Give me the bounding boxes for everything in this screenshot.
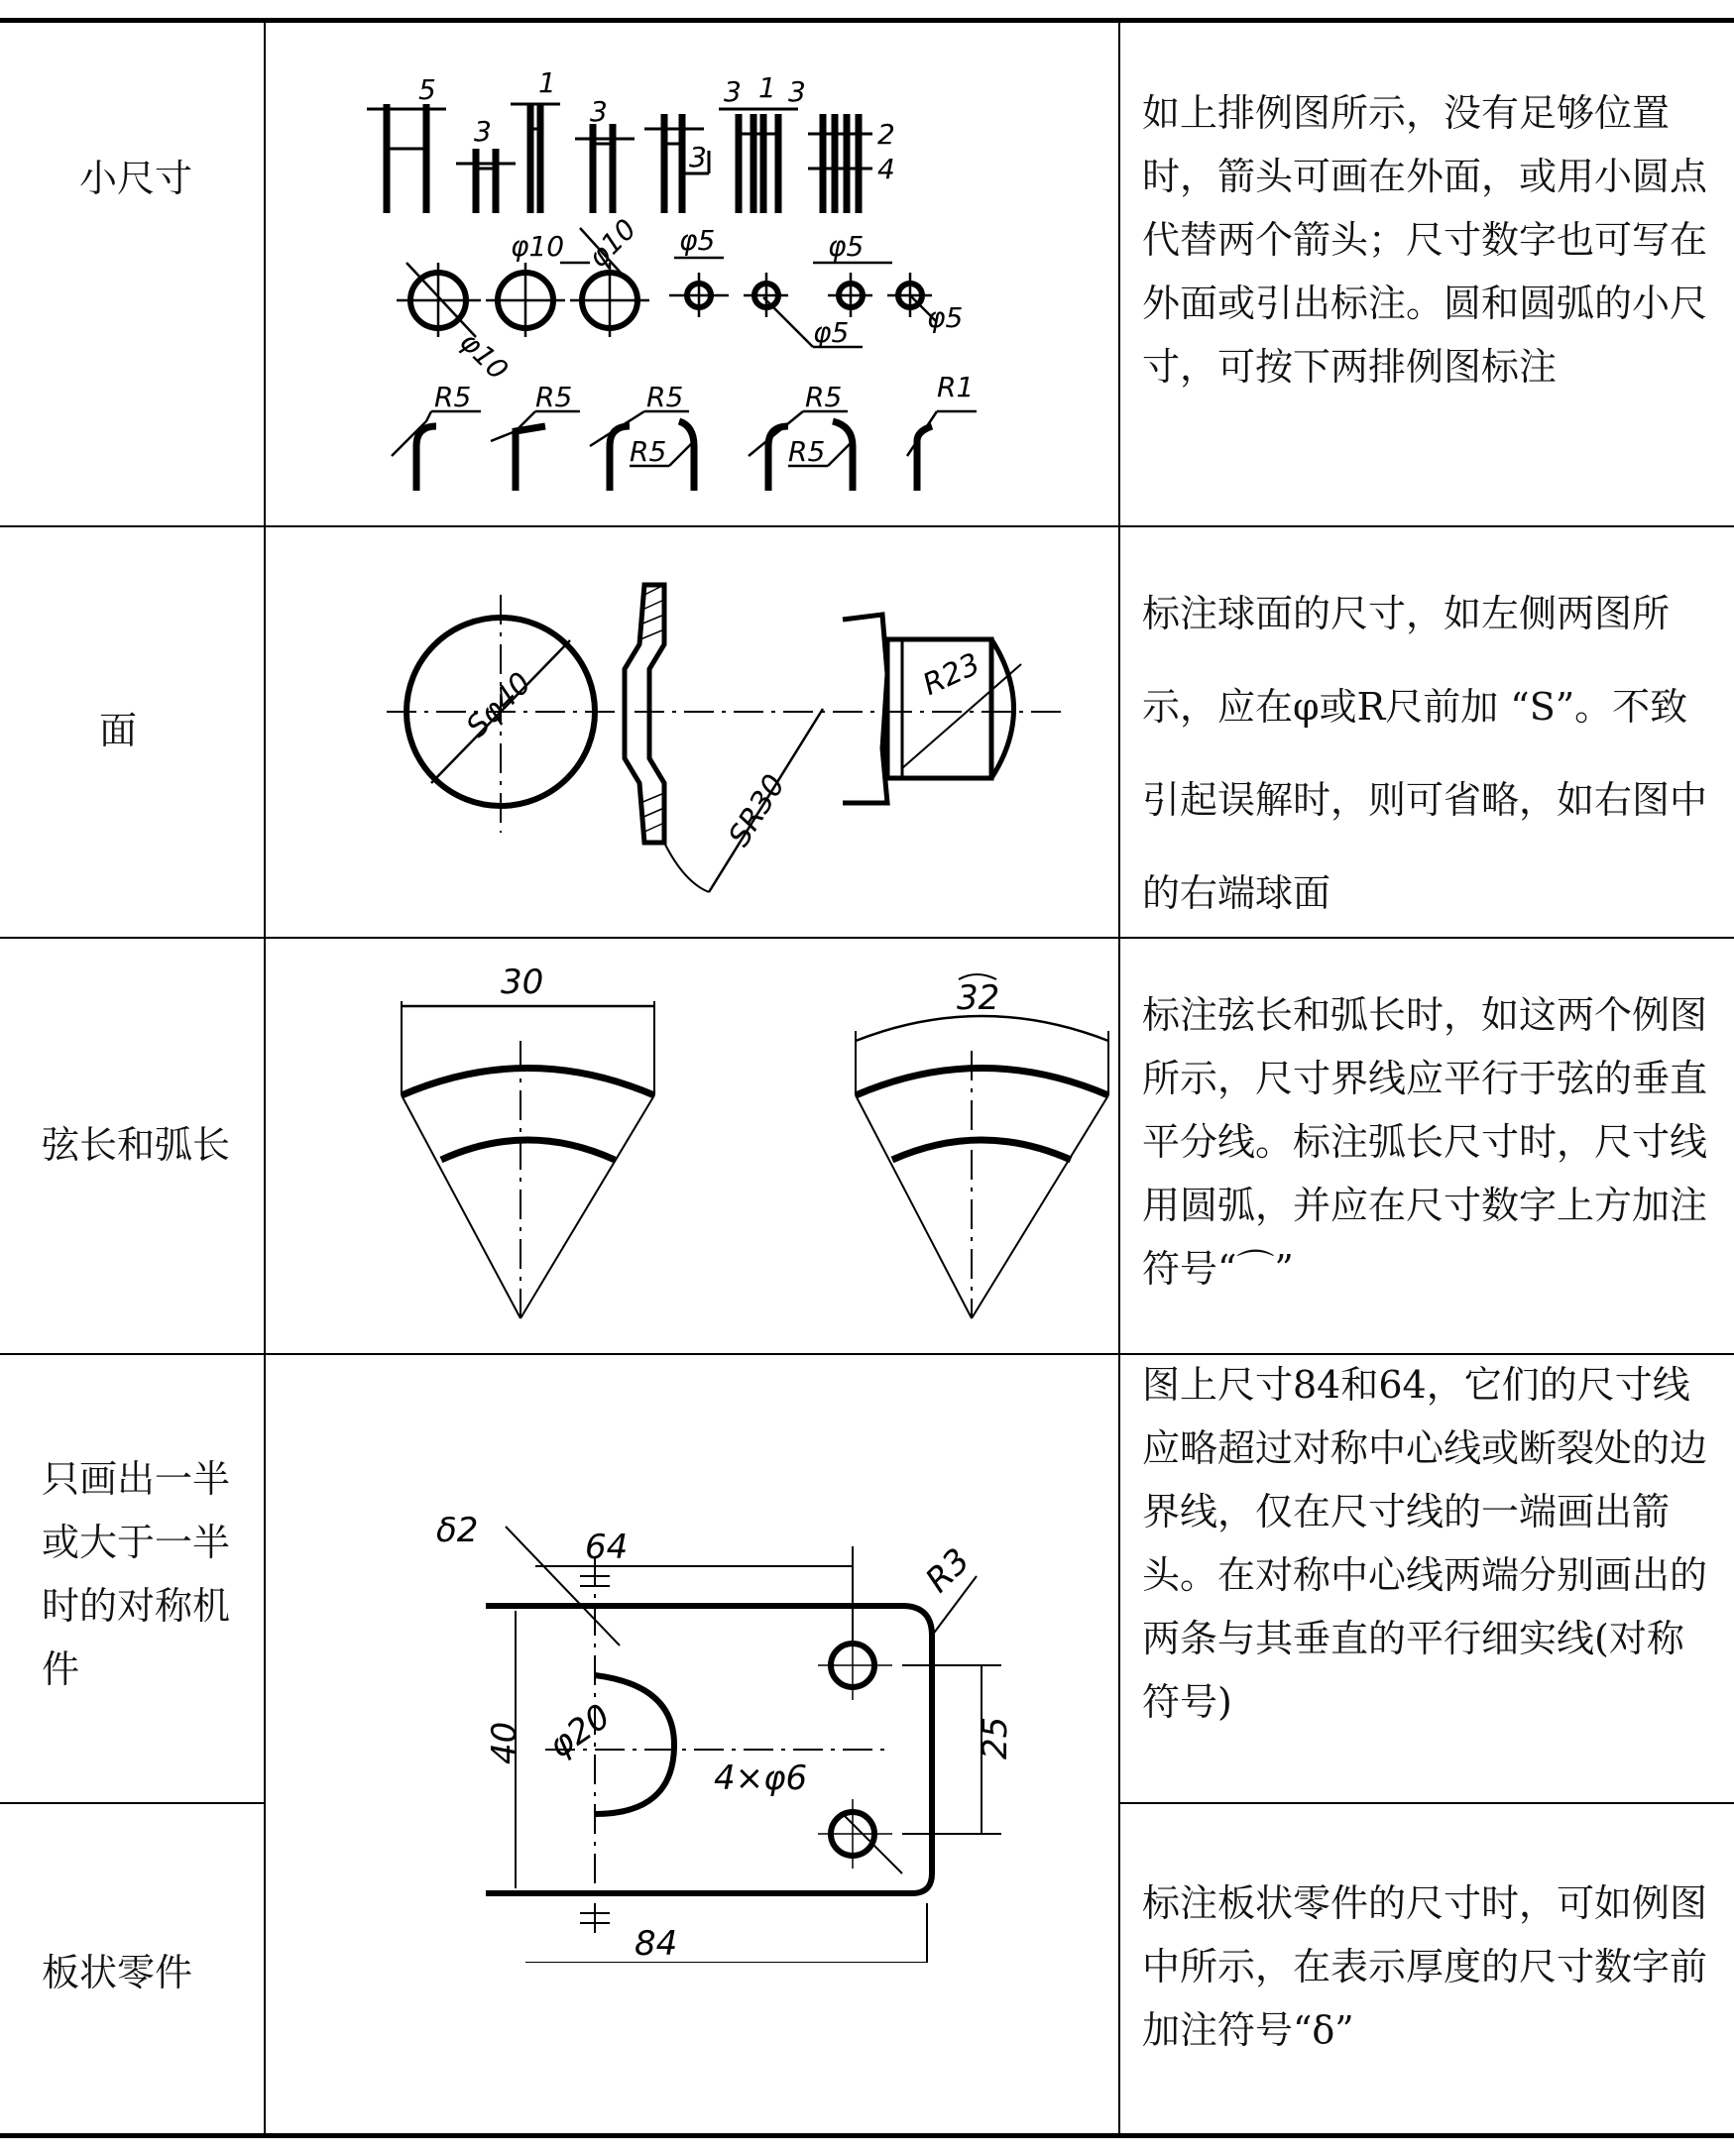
dim-label: φ10 (581, 212, 643, 275)
dim-label: 4×φ6 (714, 1759, 808, 1798)
row-desc-chord-arc: 标注弦长和弧长时，如这两个例图所示，尺寸界线应平行于弦的垂直平分线。标注弧长尺寸时，尺寸线用圆弧，并应在尺寸数字上方加注符号“⌒” (1142, 993, 1708, 1291)
dim-label: R1 (937, 371, 975, 403)
dim-label: 5 (418, 73, 436, 106)
column-divider (264, 18, 266, 2138)
row-label-sphere: 面 (99, 709, 138, 752)
row-desc-small-dims: 如上排例图所示，没有足够位置时，箭头可画在外面，或用小圆点代替两个箭头；尺寸数字也可写在外面或引出标注。圆和圆弧的小尺寸，可按下两排例图标注 (1142, 91, 1708, 389)
table-bottom-border (0, 2133, 1734, 2138)
small-dims-figure (367, 59, 1100, 506)
dim-label: φ5 (927, 301, 964, 334)
dim-label: SR30 (722, 768, 793, 853)
row-divider-partial (1118, 1802, 1734, 1804)
dim-label: R5 (630, 435, 667, 468)
dim-label: R23 (917, 646, 985, 703)
row-label-chord-arc: 弦长和弧长 (42, 1123, 231, 1167)
dim-label: 3 (788, 75, 806, 108)
dim-label: R5 (535, 381, 573, 413)
row-desc-sphere: 标注球面的尺寸，如左侧两图所示，应在φ或R尺前加 “S”。不致引起误解时，则可省略，如右图中的右端球面 (1142, 592, 1708, 915)
sphere-figure (387, 575, 1081, 912)
dim-label: 40 (485, 1721, 524, 1764)
dim-label: R5 (646, 381, 684, 413)
dim-label: φ10 (511, 230, 565, 263)
column-divider (1118, 18, 1120, 2138)
row-desc-plate: 标注板状零件的尺寸时，可如例图中所示，在表示厚度的尺寸数字前加注符号“δ” (1142, 1881, 1708, 2052)
table-top-border (0, 18, 1734, 23)
dim-label: φ5 (828, 230, 865, 263)
dim-label: Sφ40 (459, 665, 539, 745)
dim-label: 64 (585, 1528, 629, 1567)
dim-label: 3 (724, 75, 742, 108)
row-divider (0, 525, 1734, 527)
dim-label: R5 (434, 381, 472, 413)
row-desc-symmetric: 图上尺寸84和64，它们的尺寸线应略超过对称中心线或断裂处的边界线，仅在尺寸线的一端画出箭头。在对称中心线两端分别画出的两条与其垂直的平行细实线(对称符号) (1142, 1363, 1708, 1724)
row-label-symmetric: 只画出一半或大于一半时的对称机件 (42, 1457, 231, 1691)
dim-label: 2 (877, 118, 895, 151)
dim-label: R3 (918, 1540, 979, 1601)
row-label-plate: 板状零件 (42, 1951, 193, 1994)
dim-label: R5 (805, 381, 843, 413)
dim-label: 3 (590, 95, 608, 128)
dim-label: 1 (538, 66, 556, 99)
row-divider-partial (0, 1802, 266, 1804)
dim-label: 1 (758, 71, 776, 104)
dim-label: 25 (976, 1716, 1015, 1759)
dim-label: δ2 (436, 1511, 479, 1550)
dim-label: 30 (501, 963, 544, 1002)
row-label-small-dims: 小尺寸 (79, 157, 193, 200)
dim-label: 32 (957, 978, 1000, 1018)
dim-label: φ10 (453, 325, 515, 387)
dim-label: φ20 (541, 1696, 619, 1766)
dim-label: 84 (635, 1924, 678, 1963)
dim-label: R5 (788, 435, 826, 468)
dim-label: φ5 (813, 316, 850, 349)
dim-label: 3 (689, 141, 707, 173)
chord-arc-figure (392, 962, 1115, 1338)
dim-label: φ5 (679, 224, 716, 257)
symmetric-plate-figure (426, 1487, 1021, 1963)
dim-label: 4 (877, 153, 895, 185)
dim-label: 3 (474, 115, 492, 148)
